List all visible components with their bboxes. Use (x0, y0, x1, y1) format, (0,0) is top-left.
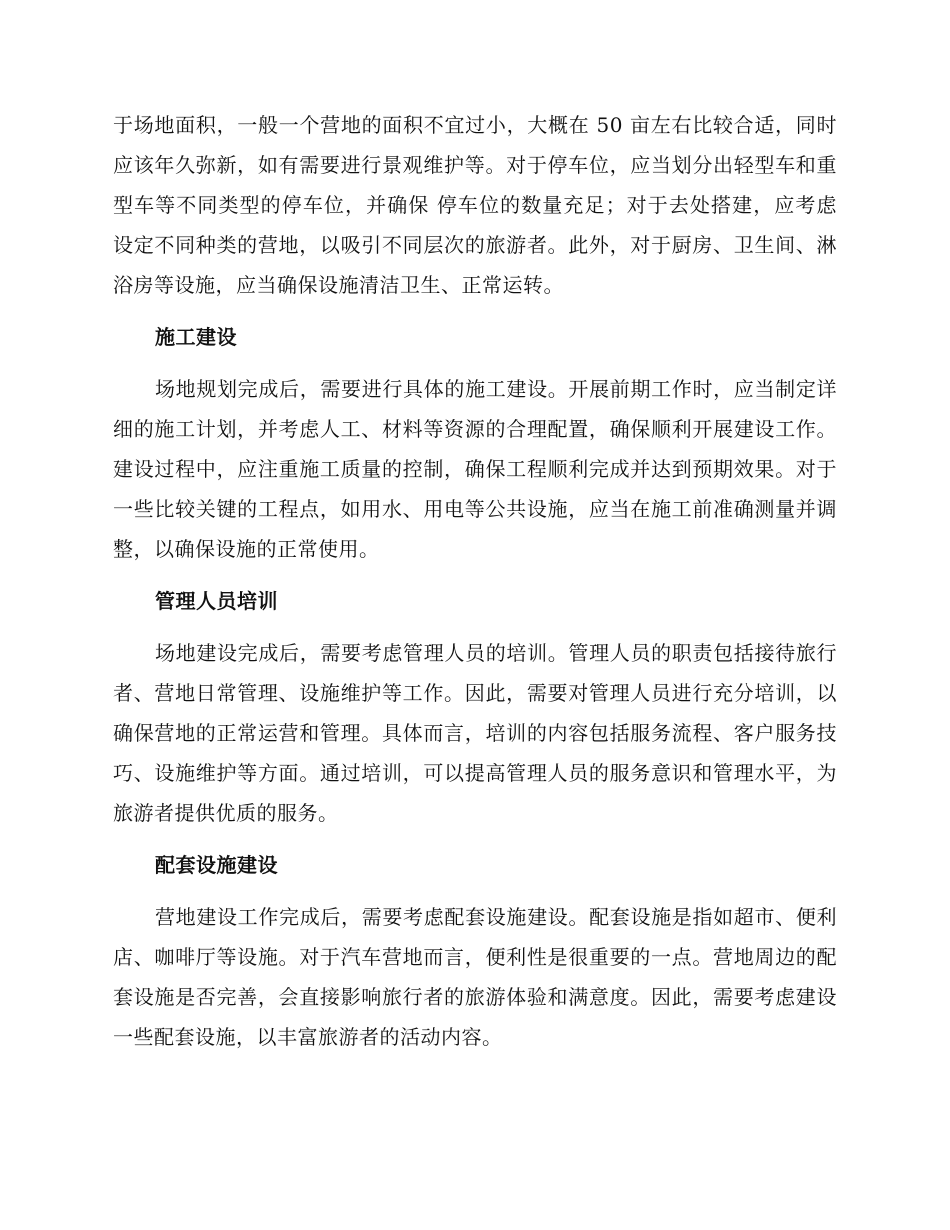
section-heading-construction: 施工建设 (155, 325, 237, 349)
intro-paragraph: 于场地面积，一般一个营地的面积不宜过小，大概在 50 亩左右比较合适，同时应该年久弥新，如有需要进行景观维护等。对于停车位，应当划分出轻型车和重型车等不同类型的停车位，并确保 停车位的数量充足；对于去处搭建，应考虑设定不同种类的营地，以吸引不同层次的旅游者。此外，对于厨房、卫生间、淋浴房等设施，应当确保设施清洁卫生、正常运转。 (113, 113, 837, 297)
section-heading-staff-training: 管理人员培训 (155, 589, 278, 613)
document-page (113, 105, 837, 1057)
section-heading-supporting-facilities: 配套设施建设 (155, 853, 278, 877)
section-body-staff-training: 场地建设完成后，需要考虑管理人员的培训。管理人员的职责包括接待旅行者、营地日常管理、设施维护等工作。因此，需要对管理人员进行充分培训，以确保营地的正常运营和管理。具体而言，培训的内容包括服务流程、客户服务技巧、设施维护等方面。通过培训，可以提高管理人员的服务意识和管理水平，为旅游者提供优质的服务。 (113, 641, 837, 825)
section-body-supporting-facilities: 营地建设工作完成后，需要考虑配套设施建设。配套设施是指如超市、便利店、咖啡厅等设施。对于汽车营地而言，便利性是很重要的一点。营地周边的配套设施是否完善，会直接影响旅行者的旅游体验和满意度。因此，需要考虑建设一些配套设施，以丰富旅游者的活动内容。 (113, 905, 837, 1049)
section-body-construction: 场地规划完成后，需要进行具体的施工建设。开展前期工作时，应当制定详细的施工计划，并考虑人工、材料等资源的合理配置，确保顺利开展建设工作。建设过程中，应注重施工质量的控制，确保工程顺利完成并达到预期效果。对于一些比较关键的工程点，如用水、用电等公共设施，应当在施工前准确测量并调整，以确保设施的正常使用。 (113, 377, 837, 561)
